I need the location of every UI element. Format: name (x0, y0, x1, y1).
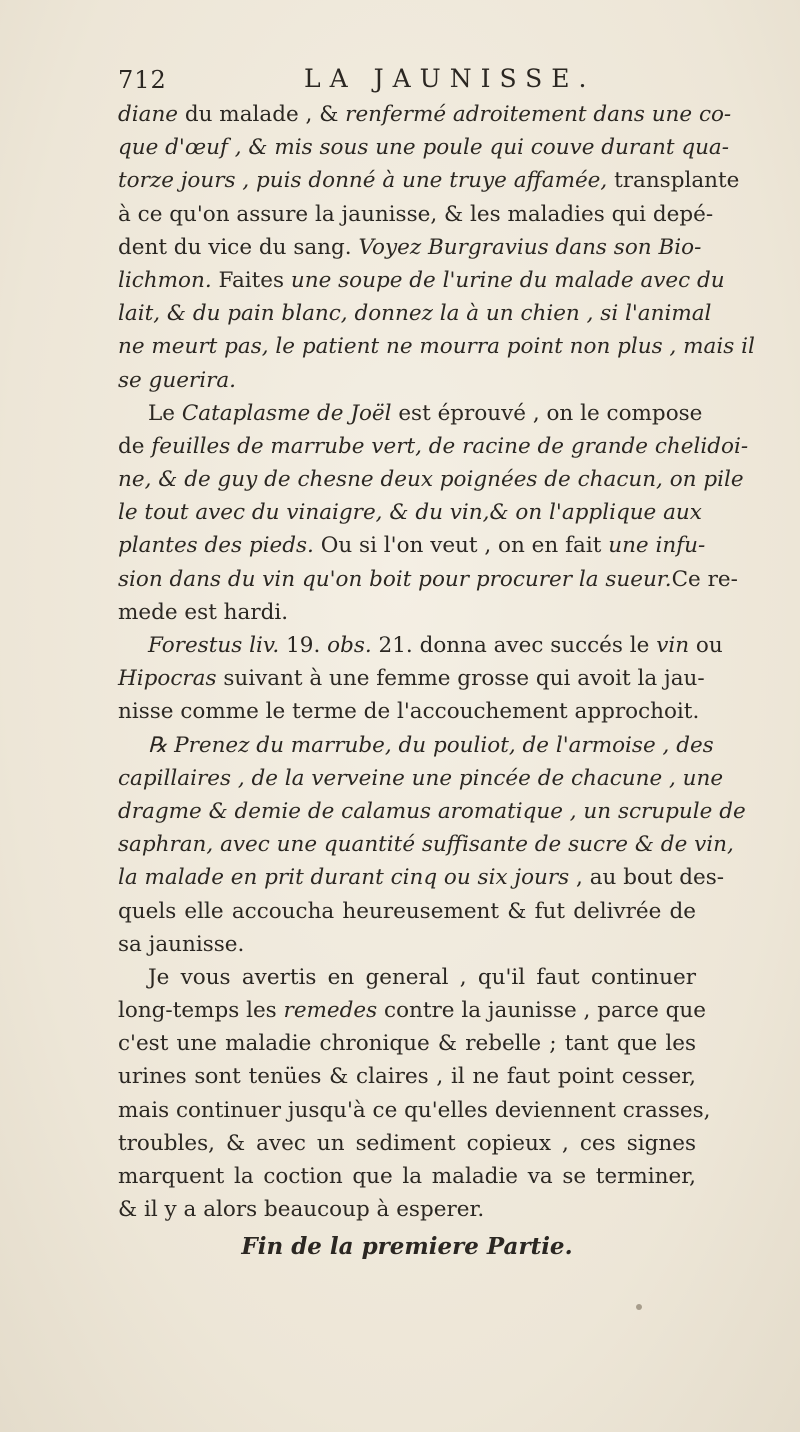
text-segment: Ou si l'on veut , on en fait (313, 533, 609, 559)
text-segment: une soupe de l'urine du malade avec du (290, 267, 725, 293)
text-line (118, 729, 714, 762)
text-line (118, 496, 702, 529)
text-line (118, 430, 749, 463)
text-segment: nisse comme le terme de l'accouchement approchoit. (118, 699, 700, 725)
text-segment: troubles, & avec un sediment copieux , ces signes (118, 1130, 696, 1156)
text-segment: transplante (607, 168, 740, 194)
text-segment: à ce qu'on assure la jaunisse, & les maladies qui depé- (118, 201, 714, 227)
text-segment: une infu- (608, 533, 706, 559)
text-line (118, 231, 702, 264)
text-line (118, 795, 746, 828)
text-segment: vin (656, 633, 690, 658)
text-segment: 19. (279, 633, 328, 658)
text-segment: Cataplasme de Joël (181, 400, 392, 426)
text-line (118, 563, 738, 596)
text-line (118, 961, 696, 994)
text-segment: remedes (283, 998, 378, 1024)
text-line (118, 662, 705, 695)
text-line (118, 629, 723, 662)
text-segment: de (118, 433, 152, 459)
text-line (118, 861, 725, 894)
text-segment: , au bout des- (569, 865, 725, 891)
text-segment: mais continuer jusqu'à ce qu'elles deviennent crasses, (118, 1097, 711, 1123)
text-segment: la malade en prit durant cinq ou six jours (118, 865, 570, 891)
text-segment: long-temps les (118, 998, 284, 1024)
text-segment: ne meurt pas, le patient ne mourra point non plus , mais il (118, 334, 755, 360)
text-line (118, 1094, 711, 1127)
text-segment: urines sont tenües & claires , il ne faut point cesser, (118, 1064, 696, 1090)
text-line (118, 463, 744, 496)
text-line (118, 695, 700, 728)
text-segment: le tout avec du vinaigre, & du vin,& on l'applique aux (118, 500, 702, 526)
text-line (118, 1060, 696, 1093)
text-segment: contre la jaunisse , parce que (377, 998, 706, 1024)
text-line (118, 994, 706, 1027)
text-segment: 21. donna avec succés le (371, 633, 657, 658)
text-line (118, 895, 696, 928)
text-segment: capillaires , de la verveine une pincée de chacune , une (118, 765, 724, 791)
text-line (118, 596, 696, 629)
text-segment: saphran, avec une quantité suffisante de sucre & de vin, (118, 832, 734, 858)
text-segment: & il y a alors beaucoup à esperer. (118, 1197, 485, 1223)
text-segment: se guerira. (118, 367, 237, 393)
text-segment: dragme & demie de calamus aromatique , un scrupule de (118, 798, 746, 824)
text-line (118, 928, 696, 961)
text-segment: lichmon. (118, 267, 212, 293)
text-line (118, 1027, 696, 1060)
text-line (118, 762, 724, 795)
text-segment: Faites (211, 267, 291, 293)
text-segment: Ce re- (671, 566, 738, 592)
text-line (118, 164, 740, 197)
text-segment: mede est hardi. (118, 599, 289, 625)
text-segment: diane (118, 102, 179, 127)
text-segment: Le (148, 400, 182, 426)
text-segment: sa jaunisse. (118, 931, 245, 957)
text-segment: sion dans du vin qu'on boit pour procurer la sueur. (118, 566, 672, 592)
text-line (118, 297, 712, 330)
text-line (118, 1193, 696, 1226)
text-line (118, 1127, 696, 1160)
text-segment: Hipocras (118, 666, 217, 692)
text-line (118, 397, 703, 430)
text-segment: que d'œuf , & mis sous une poule qui couve durant qua- (118, 135, 730, 161)
text-segment: Je vous avertis en general , qu'il faut continuer (148, 964, 696, 990)
text-segment: obs. (327, 633, 372, 658)
text-line (118, 828, 734, 861)
text-segment: marquent la coction que la maladie va se terminer, (118, 1164, 696, 1189)
text-line (118, 198, 714, 231)
page-header (118, 62, 678, 102)
text-line (118, 330, 755, 363)
text-segment: Voyez Burgravius dans son Bio- (358, 234, 702, 260)
text-segment: du malade , & (178, 102, 346, 127)
text-segment: plantes des pieds. (118, 533, 314, 559)
text-segment: suivant à une femme grosse qui avoit la jau- (216, 666, 705, 692)
text-line (118, 98, 732, 131)
text-line (118, 364, 696, 397)
running-title: LA JAUNISSE. (304, 64, 596, 93)
text-segment: c'est une maladie chronique & rebelle ; tant que les (118, 1031, 696, 1057)
text-segment: feuilles de marrube vert, de racine de grande chelidoi- (151, 433, 749, 459)
text-line (118, 264, 725, 297)
text-segment: dent du vice du sang. (118, 234, 359, 260)
text-segment: lait, & du pain blanc, donnez la à un chien , si l'animal (118, 301, 712, 327)
text-line (118, 131, 730, 164)
text-segment: ℞ Prenez du marrube, du pouliot, de l'armoise , des (148, 732, 714, 758)
text-segment: renfermé adroitement dans une co- (345, 102, 732, 127)
ink-spot (636, 1304, 642, 1310)
closing-line: Fin de la premiere Partie. (241, 1233, 573, 1261)
text-line (118, 1160, 696, 1193)
text-segment: ou (689, 633, 723, 658)
text-segment: torze jours , puis donné à une truye affamée, (118, 168, 608, 194)
text-segment: Forestus liv. (148, 633, 280, 658)
text-segment: quels elle accoucha heureusement & fut delivrée de (118, 898, 696, 924)
text-segment: ne, & de guy de chesne deux poignées de chacun, on pile (118, 467, 744, 493)
text-line (118, 529, 706, 562)
text-segment: est éprouvé , on le compose (391, 400, 703, 426)
body-text (118, 98, 755, 1264)
page-number: 712 (118, 66, 167, 94)
